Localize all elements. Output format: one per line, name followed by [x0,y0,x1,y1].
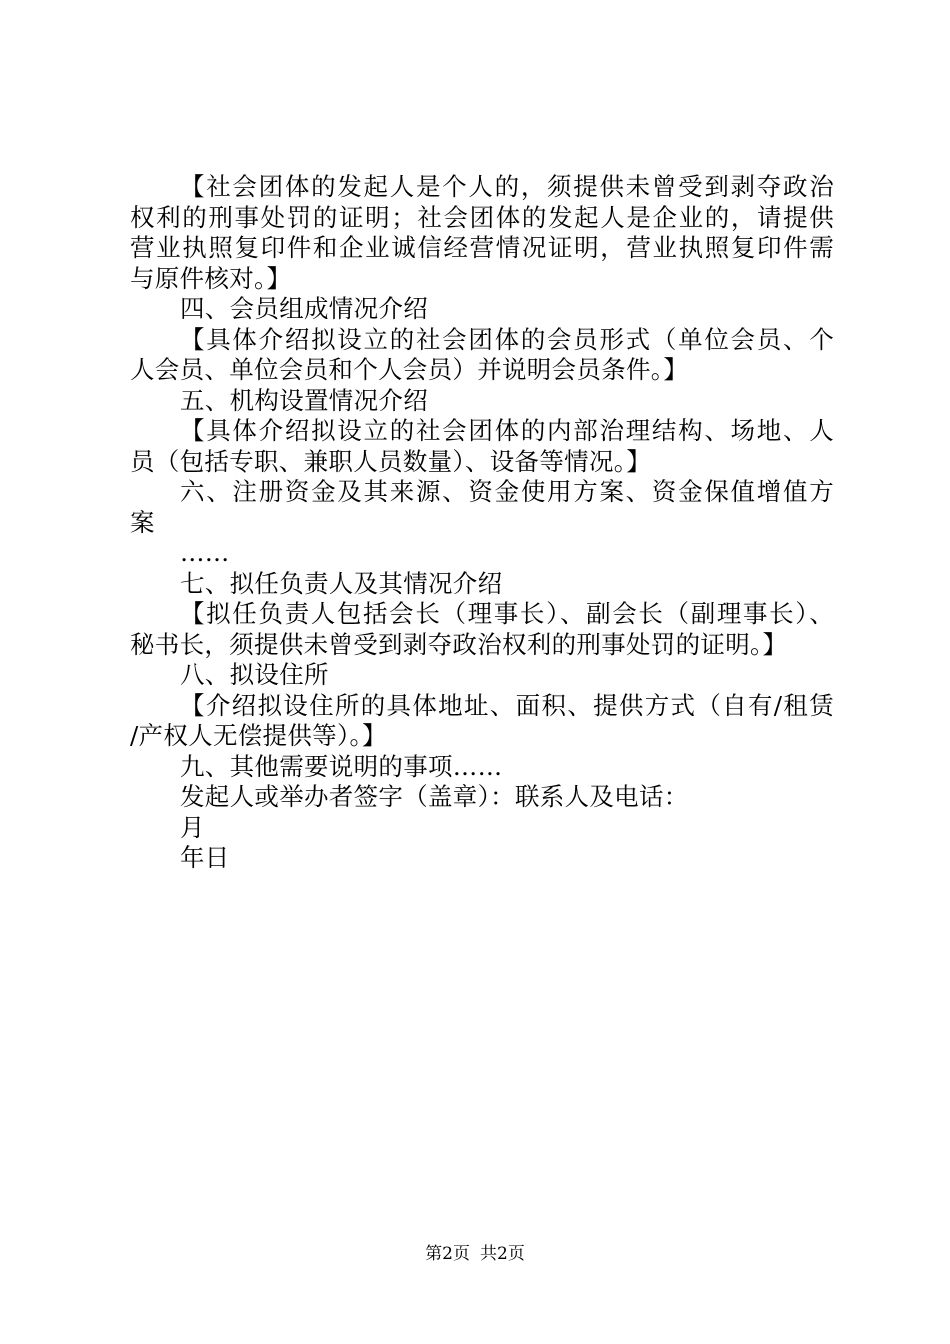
month-line: 月 [180,812,205,842]
document-body [130,172,834,874]
paragraph-line: 秘书长，须提供未曾受到剥夺政治权利的刑事处罚的证明。】 [130,629,788,659]
paragraph-line: 【拟任负责人包括会长（理事长）、副会长（副理事长）、 [180,599,834,628]
paragraph-line: 营业执照复印件和企业诚信经营情况证明，营业执照复印件需 [130,233,834,262]
section-heading: 六、注册资金及其来源、资金使用方案、资金保值增值方 [180,477,834,506]
page-total: 共2页 [480,1244,525,1264]
section-heading: 九、其他需要说明的事项…… [180,751,503,781]
section-heading: 八、拟设住所 [180,660,329,689]
signature-line: 发起人或举办者签字（盖章）：联系人及电话： [180,782,689,811]
paragraph-line: 【介绍拟设住所的具体地址、面积、提供方式（自有/租赁 [180,690,834,720]
section-heading: 四、会员组成情况介绍 [180,294,428,323]
paragraph-line: 【具体介绍拟设立的社会团体的会员形式（单位会员、个 [180,324,834,354]
page-number: 第2页 [425,1244,470,1264]
paragraph-line: 人会员、单位会员和个人会员）并说明会员条件。】 [130,355,689,384]
section-heading: 案 [130,507,155,537]
ellipsis-line: …… [180,538,230,567]
paragraph-line: 【具体介绍拟设立的社会团体的内部治理结构、场地、人 [180,416,834,445]
date-line: 年日 [180,843,230,872]
paragraph-line: 与原件核对。】 [130,263,292,293]
section-heading: 五、机构设置情况介绍 [180,385,428,415]
paragraph-line: 权利的刑事处罚的证明；社会团体的发起人是企业的，请提供 [130,202,834,232]
paragraph-line: 员（包括专职、兼职人员数量）、设备等情况。】 [130,446,652,476]
paragraph-line: /产权人无偿提供等）。】 [130,721,387,750]
page-footer [0,1243,950,1265]
section-heading: 七、拟任负责人及其情况介绍 [180,568,503,598]
paragraph-line: 【社会团体的发起人是个人的，须提供未曾受到剥夺政治 [180,172,834,201]
